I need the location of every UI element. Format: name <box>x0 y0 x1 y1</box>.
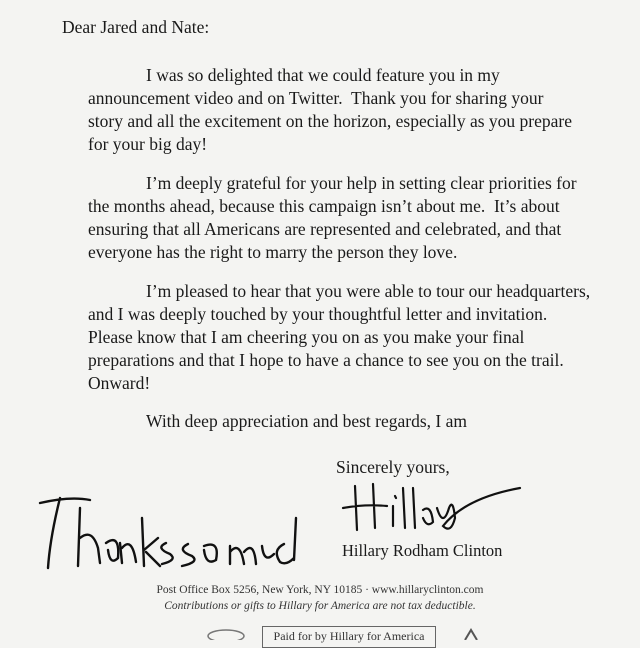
handwritten-note-image <box>10 488 300 578</box>
sign-off: Sincerely yours, <box>336 457 450 477</box>
line: I was so delighted that we could feature you in my <box>146 65 500 85</box>
line: the months ahead, because this campaign isn’t about me. It’s about <box>88 196 560 216</box>
footer-address: Post Office Box 5256, New York, NY 10185 · www.hillaryclinton.com <box>156 584 484 596</box>
line: ensuring that all Americans are represented and celebrated, and that <box>88 219 562 239</box>
line: Onward! <box>88 373 151 393</box>
line: I’m deeply grateful for your help in setting clear priorities for <box>146 173 577 193</box>
footer-disclaimer: Contributions or gifts to Hillary for America are not tax deductible. <box>164 600 476 612</box>
line: everyone has the right to marry the person they love. <box>88 242 458 262</box>
union-bug-icon <box>205 628 247 640</box>
line: announcement video and on Twitter. Thank you for sharing your <box>88 88 544 108</box>
line: Please know that I am cheering you on as you make your final <box>88 327 525 347</box>
recycle-icon <box>462 628 480 640</box>
signer-name: Hillary Rodham Clinton <box>342 541 503 560</box>
line: for your big day! <box>88 134 208 154</box>
paid-for-box: Paid for by Hillary for America <box>262 626 436 648</box>
line: story and all the excitement on the horizon, especially as you prepare <box>88 111 572 131</box>
line: preparations and that I hope to have a chance to see you on the trail. <box>88 350 564 370</box>
signature-image <box>335 478 525 538</box>
line: and I was deeply touched by your thoughtful letter and invitation. <box>88 304 548 324</box>
line: I’m pleased to hear that you were able to tour our headquarters, <box>146 281 591 301</box>
salutation: Dear Jared and Nate: <box>62 17 210 37</box>
closing-line: With deep appreciation and best regards, I am <box>146 411 467 431</box>
